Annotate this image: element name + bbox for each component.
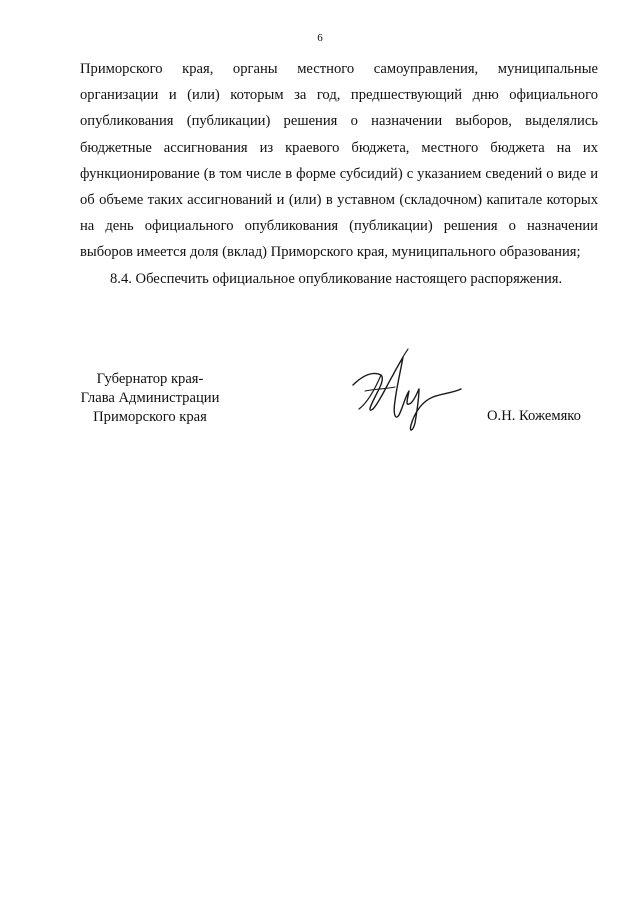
body-paragraph: Приморского края, органы местного самоуправления, муниципальные организации и (или) которым за год, предшествующий дню официального опубликования (публикации) решения о назначении выборов, выделялись бюджетные ассигнования из краевого бюджета, местного бюджета на их функционирование (в том числе в форме субсидий) с указанием сведений о виде и об объеме таких ассигнований и (или) в уставном (складочном) капитале которых на день официального опубликования (публикации) решения о назначении выборов имеется доля (вклад) Приморского края, муниципального образования; — [80, 61, 598, 261]
clause-8-4: 8.4. Обеспечить официальное опубликование настоящего распоряжения. — [110, 270, 563, 287]
signer-title-line-2: Глава Администрации — [80, 390, 220, 406]
signer-title-line-3: Приморского края — [93, 409, 207, 425]
signer-name: О.Н. Кожемяко — [487, 408, 581, 424]
handwritten-signature — [345, 345, 465, 440]
document-body — [80, 56, 598, 292]
signer-title-line-1: Губернатор края- — [96, 371, 204, 387]
signature-block — [0, 370, 640, 450]
signer-title — [60, 370, 240, 427]
page-number: 6 — [317, 32, 323, 44]
